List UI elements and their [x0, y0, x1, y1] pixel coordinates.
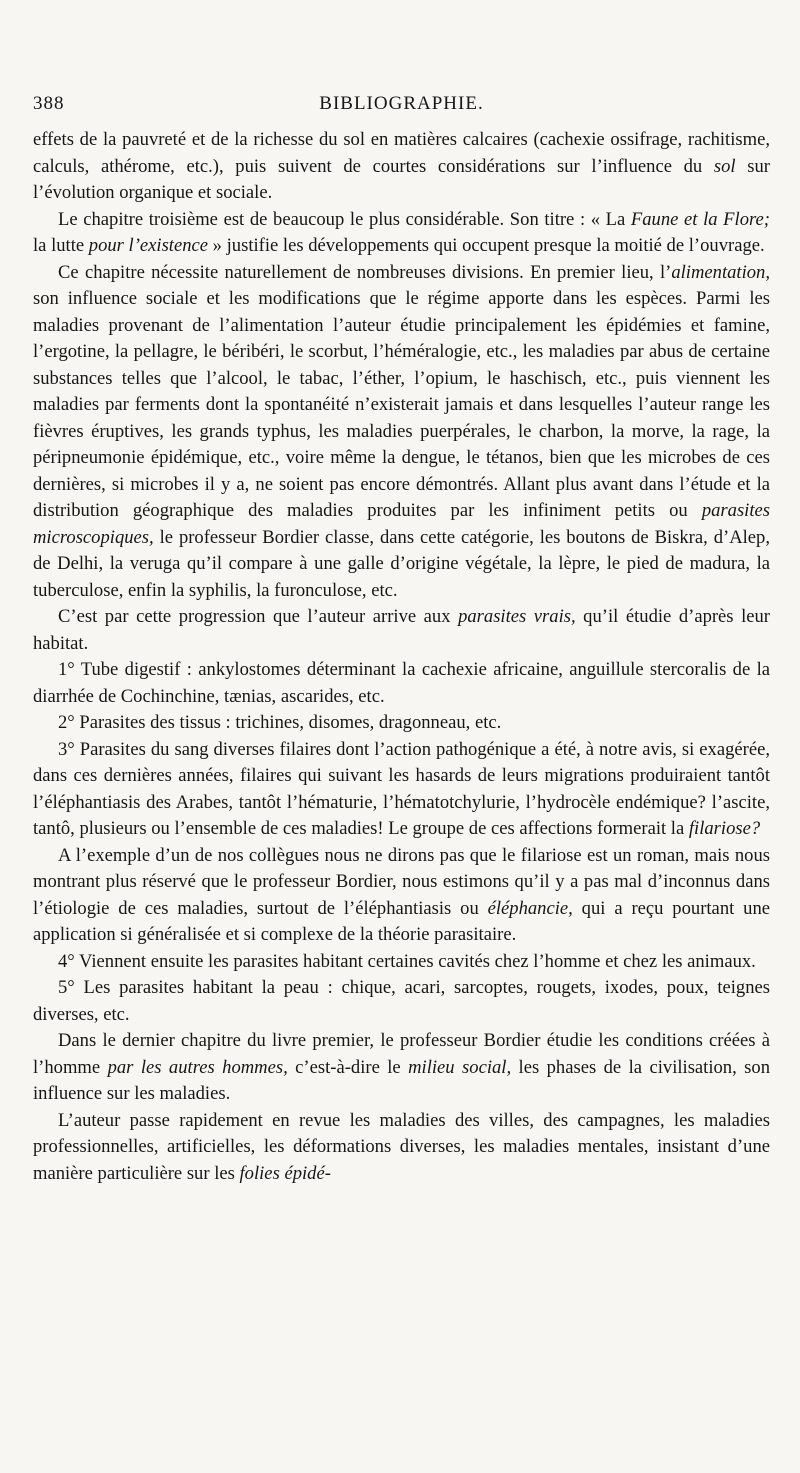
text-run: c’est-à-dire le	[287, 1056, 409, 1078]
paragraph	[33, 260, 770, 605]
paragraph	[33, 127, 770, 207]
page-number: 388	[33, 93, 65, 114]
italic-text: par les autres hommes,	[107, 1056, 288, 1078]
text-run: 2° Parasites des tissus : trichines, disomes, dragonneau, etc.	[58, 712, 502, 733]
text-run: 4° Viennent ensuite les parasites habitant certaines cavités chez l’homme et chez les animaux.	[58, 950, 756, 972]
italic-text: pour l’existence	[88, 235, 209, 256]
paragraph	[33, 1028, 770, 1108]
text-run: 3° Parasites du sang diverses filaires dont l’action pathogénique a été, à notre avis, si exagérée, dans ces dernières années, filaires qui suivant les hasards de leurs migrations produiraient tantôt l’éléphantiasis des Arabes, tantôt l’hématurie, l’hématotchylurie, l’hydrocèle endémique? l’ascite, tantô, plusieurs ou l’ensemble de ces maladies! Le groupe de ces affections formerait la	[33, 738, 770, 839]
text-run: la lutte	[33, 235, 89, 256]
italic-text: sol	[713, 155, 736, 177]
text-run: C’est par cette progression que l’auteur arrive aux	[58, 606, 459, 627]
text-run: qui a reçu pourtant une application si généralisée et si complexe de la théorie parasitaire.	[33, 897, 770, 945]
italic-text: éléphancie,	[487, 897, 573, 919]
text-run: son influence sociale et les modifications que le régime apporte dans les espèces. Parmi les maladies provenant de l’alimentation l’auteur étudie principalement les épidémies et famine, l’ergotine, la pellagre, le béribéri, le scorbut, l’héméralogie, etc., les maladies par abus de certaine substances telles que l’alcool, le tabac, l’éther, l’opium, le haschisch, etc., puis viennent les maladies par ferments dont la spontanéité n’existerait jamais et dans lesquelles l’auteur range les fièvres éruptives, les grands typhus, les maladies puerpérales, le charbon, la morve, la rage, la péripneumonie épidémique, etc., voire même la dengue, le tétanos, bien que les microbes de ces dernières, si microbes il y a, ne soient pas encore démontrés. Allant plus avant dans l’étude et la distribution géographique des maladies produites par les infiniment petits ou	[33, 288, 770, 521]
paragraph	[33, 710, 770, 737]
text-run: Le chapitre troisième est de beaucoup le plus considérable. Son titre : « La	[58, 208, 631, 230]
italic-text: milieu social,	[408, 1056, 512, 1078]
paragraph	[33, 843, 770, 949]
body-text	[33, 127, 770, 1187]
italic-text: filariose?	[688, 818, 761, 839]
text-run: A l’exemple d’un de nos collègues nous ne dirons pas que le filariose est un roman, mais nous montrant plus réservé que le professeur Bordier, nous estimons qu’il y a pas mal d’inconnus dans l’étiologie de ces maladies, surtout de l’éléphantiasis ou	[33, 844, 770, 919]
paragraph	[33, 604, 770, 657]
paragraph	[33, 737, 770, 843]
paragraph	[33, 1108, 770, 1188]
text-run: L’auteur passe rapidement en revue les maladies des villes, des campagnes, les maladies professionnelles, artificielles, les déformations diverses, les maladies mentales, insistant d’une manière particulière sur les	[33, 1109, 770, 1184]
text-run: Dans le dernier chapitre du livre premier, le professeur Bordier étudie les conditions créées à l’homme	[33, 1030, 770, 1078]
paragraph	[33, 207, 770, 260]
text-run: effets de la pauvreté et de la richesse du sol en matières calcaires (cachexie ossifrage, rachitisme, calculs, athérome, etc.), puis suivent de courtes considérations sur l’influence du	[33, 129, 770, 177]
text-run: sur l’évolution organique et sociale.	[33, 155, 770, 203]
text-run: » justifie les développements qui occupent presque la moitié de l’ouvrage.	[208, 235, 765, 256]
text-run: qu’il étudie d’après leur habitat.	[33, 606, 770, 654]
running-title: BIBLIOGRAPHIE.	[319, 93, 484, 114]
italic-text: alimentation,	[671, 261, 770, 283]
text-run: 1° Tube digestif : ankylostomes déterminant la cachexie africaine, anguillule stercoralis de la diarrhée de Cochinchine, tænias, ascarides, etc.	[33, 659, 770, 707]
italic-text: parasites microscopiques,	[33, 500, 770, 548]
paragraph	[33, 657, 770, 710]
text-run: 5° Les parasites habitant la peau : chique, acari, sarcoptes, rougets, ixodes, poux, teignes diverses, etc.	[33, 977, 770, 1025]
italic-text: folies épidé-	[239, 1162, 331, 1184]
paragraph	[33, 975, 770, 1028]
italic-text: parasites vrais,	[458, 606, 576, 627]
text-run: les phases de la civilisation, son influence sur les maladies.	[33, 1056, 771, 1104]
italic-text: Faune et la Flore;	[630, 208, 770, 230]
page-header	[33, 93, 770, 123]
paragraph	[33, 949, 770, 976]
text-run: le professeur Bordier classe, dans cette catégorie, les boutons de Biskra, d’Alep, de Delhi, la veruga qu’il compare à une galle d’origine végétale, la lèpre, le pied de madura, la tuberculose, enfin la syphilis, la furonculose, etc.	[33, 526, 770, 601]
text-run: Ce chapitre nécessite naturellement de nombreuses divisions. En premier lieu, l’	[58, 261, 672, 283]
